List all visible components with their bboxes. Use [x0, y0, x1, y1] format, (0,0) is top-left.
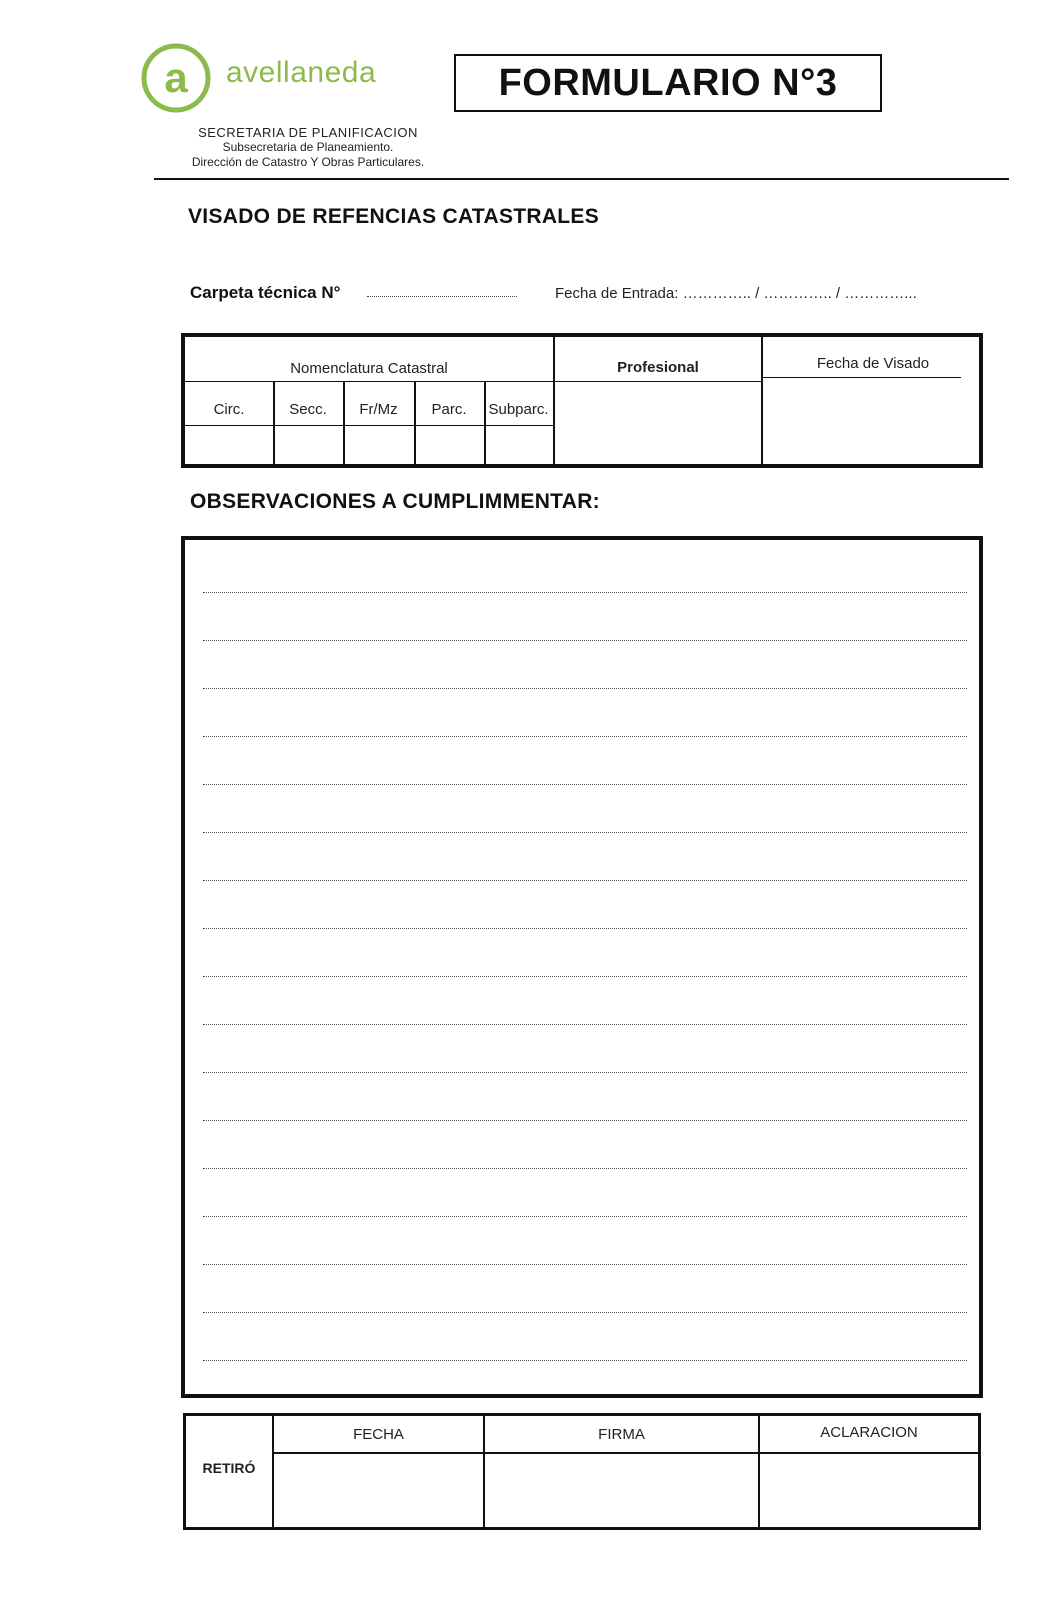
col-aclaracion: ACLARACION [820, 1424, 918, 1441]
observaciones-box[interactable] [181, 536, 983, 1398]
table-divider [761, 377, 961, 378]
fecha-entrada-field[interactable]: Fecha de Entrada: ………….. / ………….. / …………... [555, 285, 917, 302]
org-direccion: Dirección de Catastro Y Obras Particulares. [191, 155, 425, 169]
table-divider [553, 337, 555, 464]
writing-line [203, 1360, 967, 1361]
nomenclatura-catastral-header: Nomenclatura Catastral [290, 360, 448, 377]
logo-wordmark: avellaneda [226, 56, 377, 89]
profesional-header: Profesional [617, 359, 699, 376]
col-subparc: Subparc. [488, 401, 549, 418]
writing-line [203, 880, 967, 881]
catastral-table [181, 333, 983, 468]
writing-line [203, 592, 967, 593]
fecha-visado-header: Fecha de Visado [816, 355, 930, 372]
table-divider [414, 381, 416, 464]
writing-line [203, 1024, 967, 1025]
writing-line [203, 1216, 967, 1217]
writing-line [203, 928, 967, 929]
writing-line [203, 784, 967, 785]
retiro-firma-field[interactable] [485, 1454, 757, 1527]
table-divider [343, 381, 345, 464]
col-fecha: FECHA [353, 1426, 404, 1443]
table-divider [273, 381, 275, 464]
table-divider [185, 425, 553, 426]
writing-line [203, 976, 967, 977]
retiro-aclaracion-field[interactable] [760, 1454, 977, 1527]
writing-line [203, 688, 967, 689]
retiro-fecha-field[interactable] [274, 1454, 482, 1527]
col-circ: Circ. [213, 401, 245, 418]
writing-line [203, 1072, 967, 1073]
retiro-label: RETIRÓ [202, 1460, 256, 1476]
organization-block [168, 125, 448, 170]
form-number-title: FORMULARIO N°3 [454, 54, 882, 112]
avellaneda-logo-icon [140, 42, 212, 114]
col-firma: FIRMA [598, 1426, 645, 1443]
writing-line [203, 736, 967, 737]
table-divider [553, 381, 761, 382]
observaciones-title: OBSERVACIONES A CUMPLIMMENTAR: [190, 490, 600, 513]
document-title: VISADO DE REFENCIAS CATASTRALES [188, 205, 600, 228]
header-divider [154, 178, 1009, 180]
writing-line [203, 1168, 967, 1169]
writing-line [203, 1264, 967, 1265]
table-divider [185, 381, 553, 382]
org-subsecretaria: Subsecretaria de Planeamiento. [222, 140, 394, 154]
org-secretaria: SECRETARIA DE PLANIFICACION [198, 125, 418, 140]
retiro-table [183, 1413, 981, 1530]
col-parc: Parc. [431, 401, 467, 418]
col-fr-mz: Fr/Mz [359, 401, 398, 418]
writing-line [203, 1312, 967, 1313]
writing-line [203, 1120, 967, 1121]
table-divider [484, 381, 486, 464]
writing-line [203, 640, 967, 641]
carpeta-tecnica-field[interactable] [367, 296, 517, 297]
carpeta-tecnica-label: Carpeta técnica N° [190, 283, 341, 302]
writing-line [203, 832, 967, 833]
logo-letter: a [164, 54, 188, 101]
col-secc: Secc. [289, 401, 327, 418]
